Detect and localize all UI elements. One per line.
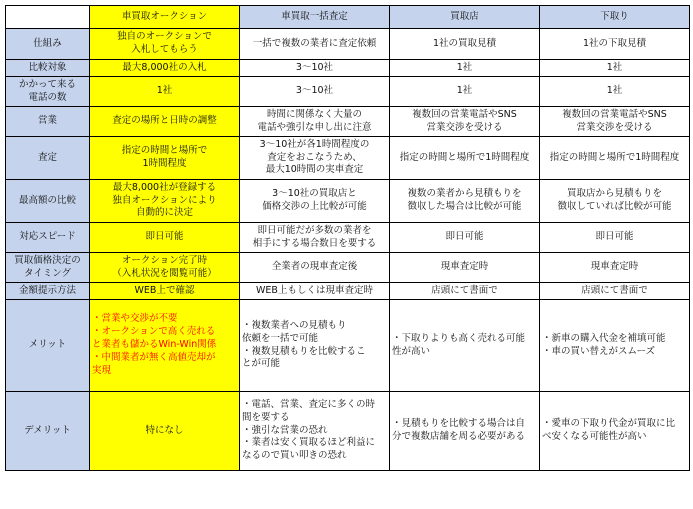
cell-line: 性が高い [392,345,431,357]
cell-line: 複数の業者から見積もりを [407,188,522,200]
cell-comparison-target-buyer-shop [390,60,540,77]
cell-line: 即日可能 [595,231,634,243]
row-label-line: タイミング [23,267,72,279]
cell-line: 徴収していれば比較が可能 [557,201,672,212]
cell-mechanism-trade-in [540,29,690,60]
row-label-merits [6,300,90,392]
row-label-line: かかって来る [18,78,76,90]
cell-line: WEB上もしくは現車査定時 [256,284,373,296]
cell-line: ・業者は安く買取るほど利益に [242,437,376,449]
row-label-appraisal [6,137,90,180]
cell-line: 査定をおこなうため、 [267,151,362,163]
cell-line: 1社の下取見積 [582,37,647,49]
row-label-line: 最高額の比較 [18,194,76,206]
cell-line: 営業交渉を受ける [576,121,653,133]
cell-line: ・下取りよりも高く売れる可能 [392,332,526,344]
cell-price-timing-auction [90,253,240,283]
row-label-line: 査定 [37,151,57,163]
row-label-line: 営業 [37,115,57,127]
cell-line: 即日可能だが多数の業者を [257,224,372,236]
cell-line: 指定の時間と場所で [121,145,208,157]
cell-line: WEB上で確認 [134,284,195,296]
cell-line: 店頭にて書面で [431,284,498,296]
cell-price-timing-trade-in [540,253,690,283]
cell-line: 最大10時間の実車査定 [265,164,364,176]
row-label-line: メリット [28,339,67,351]
cell-line: ・愛車の下取り代金が買取に比 [542,418,676,430]
cell-response-speed-trade-in [540,223,690,253]
cell-response-speed-buyer-shop [390,223,540,253]
row-label-price-timing [6,253,90,283]
cell-mechanism-buyer-shop [390,29,540,60]
cell-comparison-target-trade-in [540,60,690,77]
cell-best-price-comparison-buyer-shop [390,180,540,223]
cell-line: 徴収した場合は比較が可能 [407,201,522,212]
cell-line: 自動的に決定 [135,207,193,219]
row-label-comparison-target [6,60,90,77]
cell-demerits-buyer-shop [390,392,540,471]
row-label-line: 電話の数 [28,91,67,103]
header-auction: 車買取オークション [90,6,240,29]
cell-line: 現車査定時 [440,261,489,273]
cell-call-count-bulk-appraisal [240,77,390,107]
cell-comparison-target-auction [90,60,240,77]
row-label-line: 比較対象 [28,61,67,73]
cell-price-presentation-bulk-appraisal [240,283,390,300]
cell-line: 相手にする場合数日を要する [252,237,377,249]
cell-line: 電話や強引な申し出に注意 [257,121,372,133]
cell-line: 全業者の現車査定後 [271,261,358,273]
cell-line: 実現 [92,364,112,376]
cell-price-timing-bulk-appraisal [240,253,390,283]
cell-line: とが可能 [242,358,281,370]
cell-line: ・中間業者が無く高値売却が [92,351,216,363]
cell-line: 最大8,000社が登録する [112,181,217,193]
cell-line: ・強引な営業の恐れ [242,424,328,436]
cell-best-price-comparison-auction [90,180,240,223]
cell-response-speed-auction [90,223,240,253]
cell-line: ・複数見積もりを比較するこ [242,345,366,357]
cell-mechanism-auction [90,29,240,60]
row-label-best-price-comparison [6,180,90,223]
row-label-call-count [6,77,90,107]
comparison-table-body [6,6,690,471]
cell-line: 店頭にて書面で [581,284,648,296]
cell-line: 時間に関係なく大量の [266,108,362,120]
row-label-line: 仕組み [33,37,62,49]
row-demerits [6,392,690,471]
header-trade-in: 下取り [540,6,690,29]
cell-line: 価格交渉の上比較が可能 [262,201,367,212]
header-bulk-appraisal: 車買取一括査定 [240,6,390,29]
cell-line: 1社 [606,85,623,97]
cell-sales-auction [90,107,240,137]
row-label-line: 買取価格決定の [14,254,81,266]
row-label-mechanism [6,29,90,60]
cell-sales-trade-in [540,107,690,137]
cell-line: 3～10社が各1時間程度の [259,138,370,150]
cell-line: と業者も儲かるWin-Win関係 [92,339,217,351]
cell-appraisal-buyer-shop [390,137,540,180]
row-sales [6,107,690,137]
cell-line: 依頼を一括で可能 [242,332,319,344]
cell-mechanism-bulk-appraisal [240,29,390,60]
comparison-table [5,5,690,471]
cell-line: 1社 [456,85,473,97]
cell-response-speed-bulk-appraisal [240,223,390,253]
cell-line: 指定の時間と場所で1時間程度 [399,151,530,163]
cell-line: 即日可能 [445,231,484,243]
cell-line: 3～10社 [295,85,334,97]
cell-merits-trade-in [540,300,690,392]
cell-demerits-bulk-appraisal [240,392,390,471]
cell-demerits-auction [90,392,240,471]
cell-appraisal-auction [90,137,240,180]
row-appraisal [6,137,690,180]
cell-line: 指定の時間と場所で1時間程度 [549,151,680,163]
cell-best-price-comparison-trade-in [540,180,690,223]
cell-call-count-buyer-shop [390,77,540,107]
row-mechanism [6,29,690,60]
cell-price-timing-buyer-shop [390,253,540,283]
cell-line: 営業交渉を受ける [426,121,503,133]
cell-comparison-target-bulk-appraisal [240,60,390,77]
cell-line: 3～10社 [295,61,334,73]
cell-line: 分で複数店舗を周る必要がある [392,431,526,442]
row-label-line: 対応スピード [19,231,76,243]
cell-line: なるので買い叩きの恐れ [242,450,347,462]
cell-line: ・車の買い替えがスムーズ [542,345,656,357]
cell-line: ・見積もりを比較する場合は自 [392,418,526,430]
row-price-timing [6,253,690,283]
cell-line: 間を要する [242,411,290,423]
row-label-line: 金額提示方法 [18,284,76,296]
corner-cell [6,6,90,29]
cell-merits-buyer-shop [390,300,540,392]
cell-line: ・オークションで高く売れる [92,326,216,338]
cell-line: 1社 [456,61,473,73]
row-label-price-presentation [6,283,90,300]
row-call-count [6,77,690,107]
header-buyer-shop: 買取店 [390,6,540,29]
cell-sales-buyer-shop [390,107,540,137]
cell-line: 独自のオークションで [117,31,212,43]
cell-price-presentation-trade-in [540,283,690,300]
cell-line: 一括で複数の業者に査定依頼 [252,37,377,49]
cell-line: ・複数業者への見積もり [242,319,347,331]
cell-line: 即日可能 [145,231,184,243]
cell-call-count-auction [90,77,240,107]
cell-line: 特になし [145,424,184,436]
cell-line: 入札してもらう [131,44,198,55]
cell-appraisal-trade-in [540,137,690,180]
cell-appraisal-bulk-appraisal [240,137,390,180]
row-response-speed [6,223,690,253]
cell-sales-bulk-appraisal [240,107,390,137]
row-merits [6,300,690,392]
row-price-presentation [6,283,690,300]
cell-line: ・電話、営業、査定に多くの時 [242,398,376,410]
cell-line: ・新車の購入代金を補填可能 [542,332,666,344]
cell-line: 買取店から見積もりを [566,188,662,200]
cell-line: 最大8,000社の入札 [122,61,207,73]
cell-line: （入札状況を閲覧可能） [112,267,217,279]
cell-line: 査定の場所と日時の調整 [112,115,217,127]
cell-price-presentation-auction [90,283,240,300]
row-label-response-speed [6,223,90,253]
cell-line: 現車査定時 [590,261,639,273]
cell-line: 複数回の営業電話やSNS [562,108,667,120]
cell-demerits-trade-in [540,392,690,471]
row-comparison-target [6,60,690,77]
row-label-sales [6,107,90,137]
cell-merits-auction [90,300,240,392]
cell-line: 3～10社の買取店と [272,188,357,200]
cell-line: ・営業や交渉が不要 [92,313,178,325]
cell-line: 1社 [156,85,173,97]
cell-merits-bulk-appraisal [240,300,390,392]
row-label-line: デメリット [24,424,71,436]
cell-line: 独自オークションにより [112,194,217,206]
cell-best-price-comparison-bulk-appraisal [240,180,390,223]
cell-line: 複数回の営業電話やSNS [412,108,517,120]
cell-line: 1社の買取見積 [432,37,497,49]
cell-line: オークション完了時 [121,254,208,266]
row-best-price-comparison [6,180,690,223]
cell-call-count-trade-in [540,77,690,107]
row-label-demerits [6,392,90,471]
header-row [6,6,690,29]
cell-line: 1時間程度 [142,158,187,169]
cell-line: べ安くなる可能性が高い [542,431,647,442]
cell-price-presentation-buyer-shop [390,283,540,300]
cell-line: 1社 [606,61,623,73]
